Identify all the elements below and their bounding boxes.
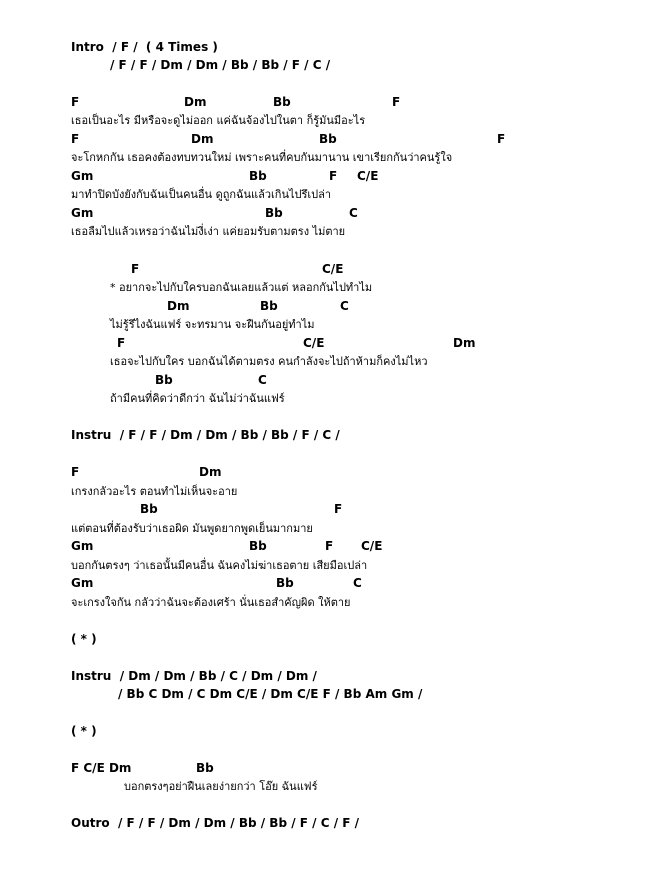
chord-label: Bb bbox=[276, 576, 294, 590]
lyric-line: เธอลืมไปแล้วเหรอว่าฉันไม่งี่เง่า แค่ยอมรับตามตรง ไม่ตาย bbox=[71, 225, 346, 238]
chord-label: Dm bbox=[184, 95, 207, 109]
lyric-line: จะโกหกกัน เธอคงต้องทบทวนใหม่ เพราะคนที่คบกันมานาน เขาเรียกกันว่าคนรู้ใจ bbox=[71, 151, 453, 164]
chord-label: Dm bbox=[191, 132, 214, 146]
lyric-line: เธอจะไปกับใคร บอกฉันได้ตามตรง คนกำลังจะไปถ้าห้ามก็คงไม่ไหว bbox=[110, 355, 428, 368]
chord-label: F bbox=[325, 539, 334, 553]
chord-label: C/E bbox=[322, 262, 344, 276]
chord-label: F bbox=[71, 95, 80, 109]
chord-label: C/E bbox=[361, 539, 383, 553]
chord-label: C bbox=[258, 373, 267, 387]
chord-label: C bbox=[340, 299, 349, 313]
chord-label: Bb bbox=[265, 206, 283, 220]
lyric-line: * อยากจะไปกับใครบอกฉันเลยแล้วแต่ หลอกกันไปทำไม bbox=[110, 281, 373, 294]
chord-label: C bbox=[353, 576, 362, 590]
chord-label: F bbox=[71, 132, 80, 146]
chord-label: Gm bbox=[71, 576, 94, 590]
lyric-line: จะเกรงใจกัน กลัวว่าฉันจะต้องเศร้า นั่นเธอสำคัญผิด ให้ตาย bbox=[71, 596, 351, 609]
lyric-line: บอกกันตรงๆ ว่าเธอนั้นมีคนอื่น ฉันคงไม่ฆ่าเธอตาย เสียมือเปล่า bbox=[71, 559, 368, 572]
chord-label: Gm bbox=[71, 206, 94, 220]
lyric-line: ถ้ามีคนที่คิดว่าดีกว่า ฉันไม่ว่าฉันแฟร์ bbox=[110, 392, 285, 405]
chord-label: F bbox=[71, 465, 80, 479]
chord-label: Bb bbox=[260, 299, 278, 313]
chord-label: Dm bbox=[167, 299, 190, 313]
chord-label: Bb bbox=[249, 169, 267, 183]
chord-label: Bb bbox=[196, 761, 214, 775]
lyric-line: มาทำปิดบังยังกับฉันเป็นคนอื่น ดูถูกฉันแล้วเกินไปรึเปล่า bbox=[71, 188, 332, 201]
lyric-line: แต่ตอนที่ต้องรับว่าเธอผิด มันพูดยากพูดเย็นมากมาย bbox=[71, 522, 313, 535]
section-line: / F / F / Dm / Dm / Bb / Bb / F / C / bbox=[110, 58, 331, 72]
chord-label: F bbox=[497, 132, 506, 146]
lyric-line: เธอเป็นอะไร มีหรือจะดูไม่ออก แค่ฉันจ้องไปในตา ก็รู้มันมีอะไร bbox=[71, 114, 366, 127]
chord-label: Dm bbox=[199, 465, 222, 479]
lyric-line: เกรงกลัวอะไร ตอนทำไม่เห็นจะอาย bbox=[71, 485, 238, 498]
chord-label: Bb bbox=[155, 373, 173, 387]
section-line: Intro / F / ( 4 Times ) bbox=[71, 40, 218, 54]
chord-label: Gm bbox=[71, 539, 94, 553]
chord-label: Gm bbox=[71, 169, 94, 183]
chord-label: F bbox=[334, 502, 343, 516]
chord-label: F bbox=[117, 336, 126, 350]
chord-label: Dm bbox=[453, 336, 476, 350]
lyric-line: ไม่รู้รึไงฉันแฟร์ จะทรมาน จะฝืนกันอยู่ทำไม bbox=[110, 318, 315, 331]
section-line: ( * ) bbox=[71, 632, 97, 646]
chord-label: C/E bbox=[357, 169, 379, 183]
chord-label: Bb bbox=[319, 132, 337, 146]
section-line: Outro / F / F / Dm / Dm / Bb / Bb / F / C / F / bbox=[71, 816, 360, 830]
chord-label: F bbox=[131, 262, 140, 276]
section-line: ( * ) bbox=[71, 724, 97, 738]
chord-label: F bbox=[392, 95, 401, 109]
section-line: / Bb C Dm / C Dm C/E / Dm C/E F / Bb Am Gm / bbox=[118, 687, 423, 701]
chord-label: C/E bbox=[303, 336, 325, 350]
chord-label: F C/E Dm bbox=[71, 761, 132, 775]
chord-label: C bbox=[349, 206, 358, 220]
chord-label: Bb bbox=[140, 502, 158, 516]
chord-label: Bb bbox=[249, 539, 267, 553]
chord-label: Bb bbox=[273, 95, 291, 109]
section-line: Instru / Dm / Dm / Bb / C / Dm / Dm / bbox=[71, 669, 317, 683]
lyric-line: บอกตรงๆอย่าฝืนเลยง่ายกว่า โอ๊ย ฉันแฟร์ bbox=[124, 780, 318, 793]
section-line: Instru / F / F / Dm / Dm / Bb / Bb / F / C / bbox=[71, 428, 340, 442]
chord-label: F bbox=[329, 169, 338, 183]
